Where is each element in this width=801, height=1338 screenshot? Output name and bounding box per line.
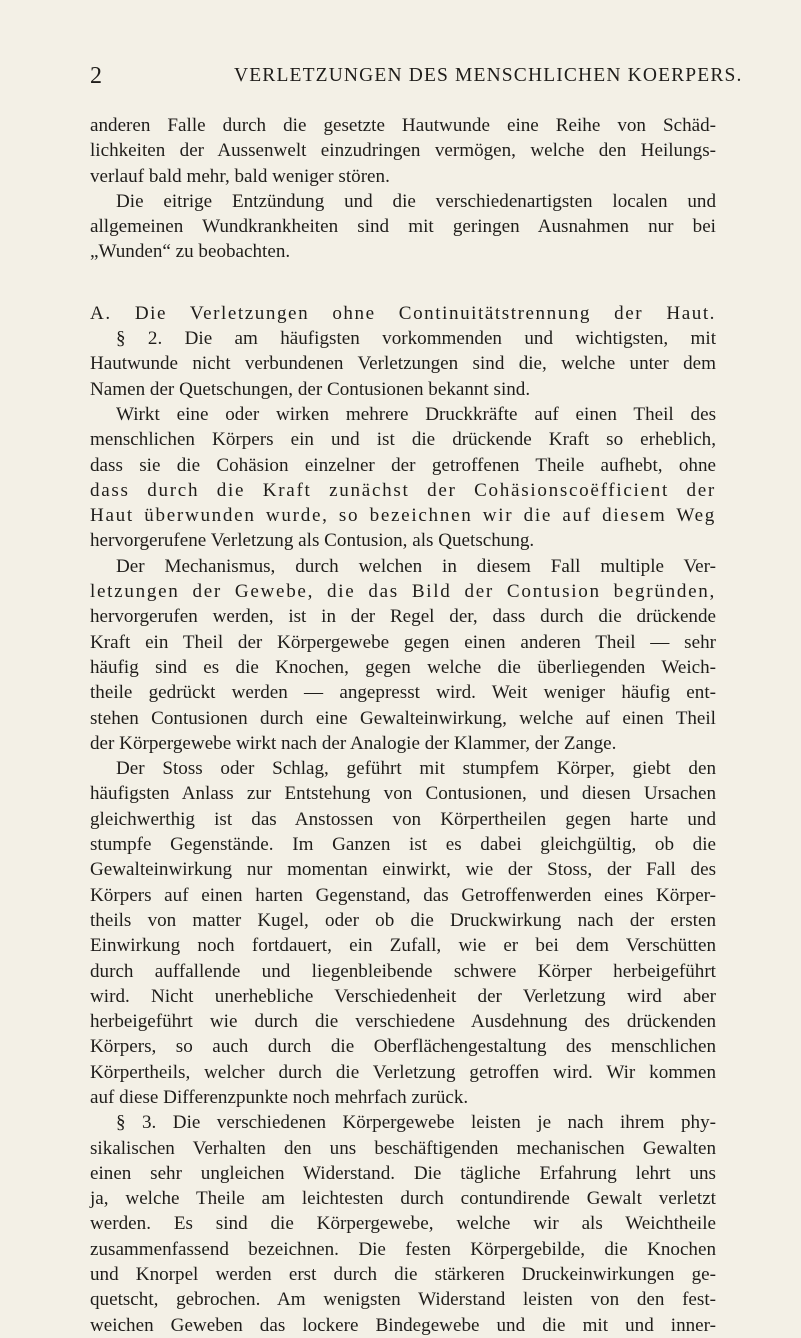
text-line: Hautwunde nicht verbundenen Verletzungen sind die, welche unter dem (90, 353, 716, 375)
text-line: Wirkt eine oder wirken mehrere Druckkräfte auf einen Theil des (116, 403, 716, 425)
text-line: auf diese Differenzpunkte noch mehrfach zurück. (90, 1086, 469, 1108)
text-line: sikalischen Verhalten den uns beschäftigenden mechanischen Gewalten (90, 1137, 716, 1159)
text-line: Körpers, so auch durch die Oberflächengestaltung des menschlichen (90, 1036, 716, 1058)
page-number: 2 (90, 63, 102, 89)
text-line: anderen Falle durch die gesetzte Hautwunde eine Reihe von Schäd- (90, 115, 716, 136)
running-head: VERLETZUNGEN DES MENSCHLICHEN KOERPERS. (234, 65, 743, 86)
section-spacer (90, 265, 716, 301)
text-line: Haut überwunden wurde, so bezeichnen wir die auf diesem Weg (90, 505, 716, 527)
text-line: dass durch die Kraft zunächst der Cohäsionscoëfficient der (90, 479, 716, 501)
text-line: Kraft ein Theil der Körpergewebe gegen einen anderen Theil — sehr (90, 631, 716, 653)
text-line: verlauf bald mehr, bald weniger stören. (90, 165, 390, 187)
text-line: stumpfe Gegenstände. Im Ganzen ist es dabei gleichgültig, ob die (90, 834, 716, 856)
text-line: der Körpergewebe wirkt nach der Analogie der Klammer, der Zange. (90, 732, 617, 754)
text-line: Körpertheils, welcher durch die Verletzung getroffen wird. Wir kommen (90, 1061, 716, 1083)
text-line: theile gedrückt werden — angepresst wird. Weit weniger häufig ent- (90, 682, 716, 704)
text-line: ja, welche Theile am leichtesten durch contundirende Gewalt verletzt (90, 1188, 716, 1210)
text-line: hervorgerufen werden, ist in der Regel der, dass durch die drückende (90, 606, 716, 628)
text-line: Körpers auf einen harten Gegenstand, das Getroffenwerden eines Körper- (90, 884, 716, 906)
text-line: stehen Contusionen durch eine Gewalteinwirkung, welche auf einen Theil (90, 707, 716, 729)
text-line: Namen der Quetschungen, der Contusionen bekannt sind. (90, 378, 531, 400)
text-line: hervorgerufene Verletzung als Contusion, als Quetschung. (90, 530, 535, 552)
page-header (90, 62, 743, 98)
body-text (90, 113, 716, 1338)
text-line: häufig sind es die Knochen, gegen welche die überliegenden Weich- (90, 656, 716, 678)
text-line: allgemeinen Wundkrankheiten sind mit geringen Ausnahmen nur bei (90, 216, 716, 238)
text-line: wird. Nicht unerhebliche Verschiedenheit der Verletzung wird aber (90, 985, 716, 1007)
text-line: letzungen der Gewebe, die das Bild der Contusion begründen, (90, 581, 716, 603)
text-line: häufigsten Anlass zur Entstehung von Contusionen, und diesen Ursachen (90, 783, 716, 805)
text-line: menschlichen Körpers ein und ist die drückende Kraft so erheblich, (90, 429, 716, 451)
text-line: gleichwerthig ist das Anstossen von Körpertheilen gegen harte und (90, 808, 716, 830)
text-line: Der Mechanismus, durch welchen in diesem Fall multiple Ver- (116, 555, 716, 577)
text-line: Die eitrige Entzündung und die verschiedenartigsten localen und (116, 190, 716, 212)
text-line: werden. Es sind die Körpergewebe, welche wir als Weichtheile (90, 1213, 716, 1235)
text-line: Gewalteinwirkung nur momentan einwirkt, wie der Stoss, der Fall des (90, 859, 716, 881)
text-line: „Wunden“ zu beobachten. (90, 241, 291, 263)
text-line: zusammenfassend bezeichnen. Die festen Körpergebilde, die Knochen (90, 1238, 716, 1260)
text-line: quetscht, gebrochen. Am wenigsten Widerstand leisten von den fest- (90, 1289, 716, 1311)
text-line: durch auffallende und liegenbleibende schwere Körper herbeigeführt (90, 960, 716, 982)
section-heading: A. Die Verletzungen ohne Continuitätstrennung der Haut. (90, 302, 716, 324)
text-line: einen sehr ungleichen Widerstand. Die tägliche Erfahrung lehrt uns (90, 1162, 716, 1184)
text-line: weichen Geweben das lockere Bindegewebe und die mit und inner- (90, 1314, 716, 1336)
text-line: Der Stoss oder Schlag, geführt mit stumpfem Körper, giebt den (116, 758, 716, 780)
text-line: Einwirkung noch fortdauert, ein Zufall, wie er bei dem Verschütten (90, 935, 716, 957)
text-line: § 2. Die am häufigsten vorkommenden und wichtigsten, mit (116, 328, 716, 350)
text-line: theils von matter Kugel, oder ob die Druckwirkung nach der ersten (90, 909, 716, 931)
text-line: lichkeiten der Aussenwelt einzudringen vermögen, welche den Heilungs- (90, 140, 716, 162)
text-line: § 3. Die verschiedenen Körpergewebe leisten je nach ihrem phy- (116, 1112, 716, 1134)
text-line: herbeigeführt wie durch die verschiedene Ausdehnung des drückenden (90, 1011, 716, 1033)
text-line: dass sie die Cohäsion einzelner der getroffenen Theile aufhebt, ohne (90, 454, 716, 476)
text-line: und Knorpel werden erst durch die stärkeren Druckeinwirkungen ge- (90, 1264, 716, 1286)
